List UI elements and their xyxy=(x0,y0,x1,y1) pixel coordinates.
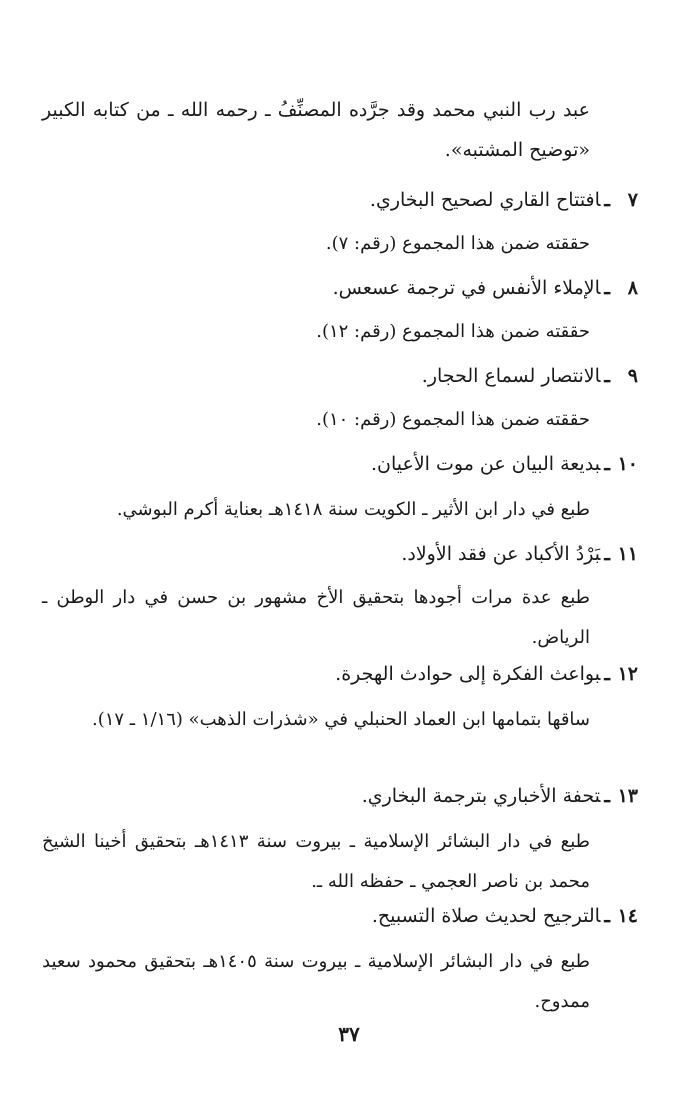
entry-title-text: افتتاح القاري لصحيح البخاري. xyxy=(369,189,601,211)
entry-dash: ـ xyxy=(604,277,610,299)
entry-number: ١٣ xyxy=(617,785,638,807)
entry-number: ١٠ xyxy=(617,453,638,475)
entry-title-text: بديعة البيان عن موت الأعيان. xyxy=(370,453,601,475)
entry-title-9 xyxy=(422,356,638,396)
entry-title-text: الانتصار لسماع الحجار. xyxy=(421,365,601,387)
entry-title-text: بواعث الفكرة إلى حوادث الهجرة. xyxy=(335,663,601,685)
entry-note-12: ساقها بتمامها ابن العماد الحنبلي في «شذرات الذهب» (١/١٦ ـ ١٧). xyxy=(91,709,590,730)
entry-title-text: تحفة الأخباري بترجمة البخاري. xyxy=(361,785,601,807)
entry-dash: ـ xyxy=(604,785,610,807)
entry-dash: ـ xyxy=(604,453,610,475)
entry-title-13 xyxy=(362,776,638,816)
entry-dash: ـ xyxy=(604,663,610,685)
entry-dash: ـ xyxy=(604,905,610,927)
entry-dash: ـ xyxy=(604,365,610,387)
entry-number: ٧ xyxy=(627,189,638,211)
entry-note-14: طبع في دار البشائر الإسلامية ـ بيروت سنة ١٤٠٥هـ بتحقيق محمود سعيد ممدوح. xyxy=(42,951,590,1012)
entry-number: ٨ xyxy=(627,277,638,299)
entry-title-8 xyxy=(333,268,638,308)
entry-number: ٩ xyxy=(627,365,638,387)
entry-title-text: الإملاء الأنفس في ترجمة عسعس. xyxy=(332,277,601,299)
entry-title-12 xyxy=(335,654,638,694)
entry-number: ١٤ xyxy=(617,905,638,927)
entry-dash: ـ xyxy=(604,543,610,565)
entry-note-8: حققته ضمن هذا المجموع (رقم: ١٢). xyxy=(316,321,590,342)
entry-dash: ـ xyxy=(604,189,610,211)
entry-title-14 xyxy=(372,896,638,936)
entry-title-text: بَرْدُ الأكباد عن فقد الأولاد. xyxy=(401,543,601,565)
entry-title-10 xyxy=(371,444,638,484)
entry-number: ١١ xyxy=(617,543,638,565)
entry-note-11: طبع عدة مرات أجودها بتحقيق الأخ مشهور بن حسن في دار الوطن ـ الرياض. xyxy=(42,587,590,648)
intro-paragraph: عبد رب النبي محمد وقد جرَّده المصنِّفُ ـ رحمه الله ـ من كتابه الكبير «توضيح المشتبه». xyxy=(42,99,590,161)
entry-note-9: حققته ضمن هذا المجموع (رقم: ١٠). xyxy=(316,409,590,430)
entry-title-7 xyxy=(370,180,638,220)
page-number: ٣٧ xyxy=(338,1022,360,1046)
entry-note-7: حققته ضمن هذا المجموع (رقم: ٧). xyxy=(325,233,590,254)
entry-number: ١٢ xyxy=(617,663,638,685)
entry-title-text: الترجيح لحديث صلاة التسبيح. xyxy=(371,905,601,927)
entry-note-10: طبع في دار ابن الأثير ـ الكويت سنة ١٤١٨هـ بعناية أكرم البوشي. xyxy=(116,499,590,520)
entry-title-11 xyxy=(401,534,638,574)
entry-note-13: طبع في دار البشائر الإسلامية ـ بيروت سنة ١٤١٣هـ بتحقيق أخينا الشيخ محمد بن ناصر العجمي ـ حفظه الله ـ. xyxy=(42,831,591,892)
